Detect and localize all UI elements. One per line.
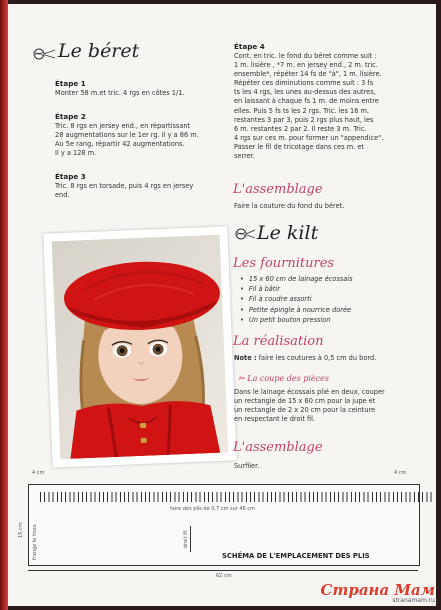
coupe-text: Dans le lainage écossais plié en deux, couper un rectangle de 15 x 60 cm pour la jupe et un rectangle de 2 x 20 cm pour la ceinture en respectant le droit fil. <box>234 388 385 424</box>
assemblage-2-heading: L'assemblage <box>233 440 323 455</box>
step-4-title: Étape 4 <box>234 42 265 51</box>
fournitures-list <box>240 274 353 325</box>
step-2-title: Étape 2 <box>55 112 86 121</box>
coupe-heading: ✂ La coupe des pièces <box>238 374 329 383</box>
step-4-text: Cont. en tric. le fond du béret comme suit : 1 m. lisière , *7 m. en jersey end., 2 m. tric. ensemble*, répéter 14 fs de "à", 1 m. lisière. Répéter ces diminutions comme suit : 3 fs ts les 4 rgs, les unes au-dessus des autres, en laissant à chaque fs 1 m. de moins entre elles. Puis 5 fs ts les 2 rgs. Tric. les 16 m. restantes 3 par 3, puis 2 rgs plus haut, les 6 m. restantes 2 par 2. Il reste 3 m. Tric. 4 rgs sur ces m. pour former un "appendice". Passer le fil de tricotage dans ces m. et serrer. <box>234 52 384 161</box>
note-line: Note : faire les coutures à 0,5 cm du bord. <box>234 354 377 362</box>
list-item: • Petite épingle à nourrice dorée <box>240 305 353 315</box>
step-3-title: Étape 3 <box>55 172 86 181</box>
beret-title: Le béret <box>58 40 140 62</box>
assemblage-text: Faire la couture du fond du béret. <box>234 202 345 210</box>
realisation-heading: La réalisation <box>233 334 324 349</box>
step-2-text: Tric. 8 rgs en jersey end., en répartissant 28 augmentations sur le 1er rg. Il y a 86 m. Au 5e rang, répartir 42 augmentations. Il y a 128 m. <box>55 122 199 158</box>
list-item: • Fil à coudre assorti <box>240 294 353 304</box>
schema-caption: SCHÉMA DE L'EMPLACEMENT DES PLIS <box>222 552 370 560</box>
assemblage-2-text: Surfiler. <box>234 462 260 470</box>
fournitures-heading: Les fournitures <box>233 256 335 271</box>
dim-top-right: 4 cm <box>394 470 407 476</box>
list-item: • 15 x 60 cm de lainage écossais <box>240 274 353 284</box>
droit-fil-label: droit fil <box>183 530 189 548</box>
fold-note: faire des plis de 0,7 cm sur 46 cm <box>170 506 255 512</box>
kilt-title: Le kilt <box>257 222 319 244</box>
book-spine <box>0 0 8 610</box>
watermark-url: stranamam.ru <box>392 597 435 604</box>
dimension-line <box>28 570 418 571</box>
list-item: • Un petit bouton pression <box>240 315 353 325</box>
watermark <box>321 581 435 604</box>
doll-photo <box>43 226 236 467</box>
dim-top-left: 4 cm <box>32 470 45 476</box>
assemblage-heading: L'assemblage <box>233 182 323 197</box>
watermark-logo: Страна Мам <box>320 581 435 599</box>
yarn-ball-icon <box>233 226 255 242</box>
step-3-text: Tric. 8 rgs en torsade, puis 4 rgs en jersey end. <box>55 182 194 200</box>
list-item: • Fil à bâtir <box>240 284 353 294</box>
fringe-label: frange le tissu <box>32 524 38 560</box>
step-1-title: Étape 1 <box>55 79 86 88</box>
droit-fil-arrow <box>190 526 191 552</box>
yarn-ball-icon <box>30 46 56 62</box>
pleat-ticks <box>40 492 433 502</box>
dim-bottom: 62 cm <box>216 573 232 579</box>
step-1-text: Monter 58 m.et tric. 4 rgs en côtes 1/1. <box>55 89 185 97</box>
dim-left: 15 cm <box>18 522 24 538</box>
